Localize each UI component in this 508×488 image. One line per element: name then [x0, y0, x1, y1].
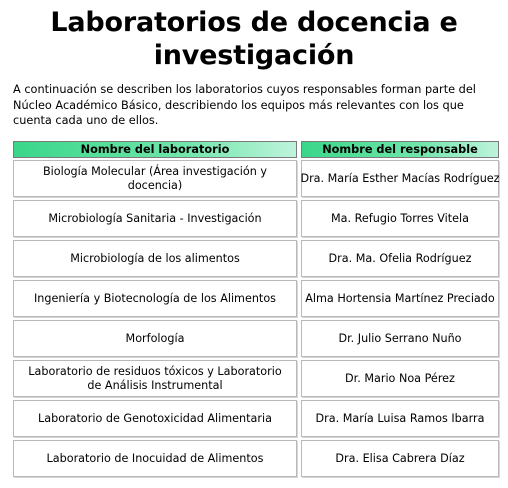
responsible-name-cell: Dra. Ma. Ofelia Rodríguez: [301, 240, 499, 277]
responsible-name-cell: Alma Hortensia Martínez Preciado: [301, 280, 499, 317]
table-row: [13, 200, 499, 237]
laboratories-table: [13, 141, 499, 480]
laboratory-name-cell: Biología Molecular (Área investigación y docencia): [13, 160, 297, 197]
table-row: [13, 280, 499, 317]
table-row: [13, 160, 499, 197]
laboratory-name-cell: Ingeniería y Biotecnología de los Alimentos: [13, 280, 297, 317]
table-row: [13, 400, 499, 437]
laboratory-name-cell: Morfología: [13, 320, 297, 357]
responsible-name-cell: Dr. Julio Serrano Nuño: [301, 320, 499, 357]
laboratory-name-cell: Laboratorio de residuos tóxicos y Laboratorio de Análisis Instrumental: [13, 360, 297, 397]
responsible-name-cell: Dr. Mario Noa Pérez: [301, 360, 499, 397]
table-row: [13, 360, 499, 397]
responsible-name-cell: Dra. Elisa Cabrera Díaz: [301, 440, 499, 477]
table-row: [13, 240, 499, 277]
table-row: [13, 320, 499, 357]
intro-paragraph: A continuación se describen los laboratorios cuyos responsables forman parte del Núcleo Académico Básico, describiendo los equipos más relevantes con los que cuenta cada uno de ellos.: [13, 83, 476, 127]
laboratory-name-cell: Laboratorio de Inocuidad de Alimentos: [13, 440, 297, 477]
page-title: Laboratorios de docencia e investigación: [50, 7, 458, 71]
laboratory-name-cell: Microbiología Sanitaria - Investigación: [13, 200, 297, 237]
responsible-name-cell: Ma. Refugio Torres Vitela: [301, 200, 499, 237]
laboratory-name-cell: Microbiología de los alimentos: [13, 240, 297, 277]
column-header-laboratory: Nombre del laboratorio: [13, 141, 297, 158]
table-body: [13, 160, 499, 477]
column-header-responsible: Nombre del responsable: [301, 141, 499, 158]
responsible-name-cell: Dra. María Esther Macías Rodríguez: [301, 160, 499, 197]
laboratory-name-cell: Laboratorio de Genotoxicidad Alimentaria: [13, 400, 297, 437]
table-header: [13, 141, 499, 158]
responsible-name-cell: Dra. María Luisa Ramos Ibarra: [301, 400, 499, 437]
table-row: [13, 440, 499, 477]
